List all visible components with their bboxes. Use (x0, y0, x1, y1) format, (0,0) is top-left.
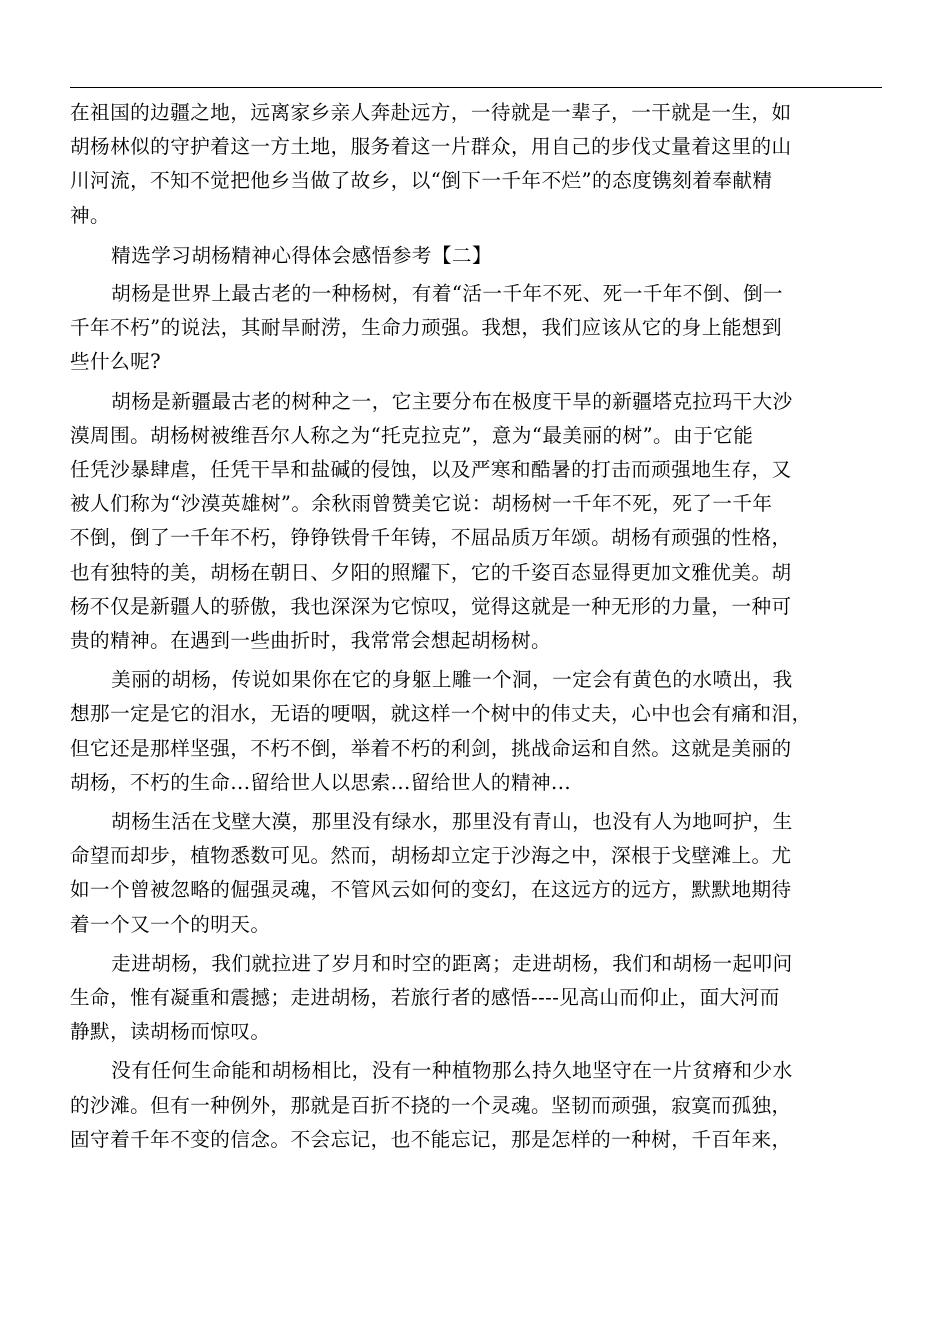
text-line: 被人们称为“沙漠英雄树”。余秋雨曾赞美它说：胡杨树一千年不死，死了一千年 (70, 492, 773, 516)
text-line: 走进胡杨，我们就拉进了岁月和时空的距离；走进胡杨，我们和胡杨一起叩问 (111, 951, 793, 975)
text-line: 胡杨生活在戈壁大漠，那里没有绿水，那里没有青山，也没有人为地呵护，生 (111, 810, 793, 834)
text-line: 静默，读胡杨而惊叹。 (70, 1020, 271, 1044)
text-line: 千年不朽”的说法，其耐旱耐涝，生命力顽强。我想，我们应该从它的身上能想到 (70, 316, 782, 340)
text-line: 川河流，不知不觉把他乡当做了故乡，以“倒下一千年不烂”的态度镌刻着奉献精 (70, 169, 773, 193)
text-line: 任凭沙暴肆虐，任凭干旱和盐碱的侵蚀，以及严寒和酷暑的打击而顽强地生存，又 (70, 458, 792, 482)
text-line: 胡杨林似的守护着这一方土地，服务着这一片群众，用自己的步伐丈量着这里的山 (70, 135, 792, 159)
section-heading-text: 精选学习胡杨精神心得体会感悟参考【二】 (111, 243, 492, 267)
paragraph (70, 1054, 882, 1157)
paragraph-continuation (70, 96, 882, 233)
text-line: 杨不仅是新疆人的骄傲，我也深深为它惊叹，觉得这就是一种无形的力量，一种可 (70, 594, 792, 618)
text-line: 的沙滩。但有一种例外，那就是百折不挠的一个灵魂。坚韧而顽强，寂寞而孤独， (70, 1093, 792, 1117)
text-line: 胡杨是新疆最古老的树种之一，它主要分布在极度干旱的新疆塔克拉玛干大沙 (111, 389, 793, 413)
text-line: 也有独特的美，胡杨在朝日、夕阳的照耀下，它的千姿百态显得更加文雅优美。胡 (70, 560, 792, 584)
text-line: 但它还是那样坚强，不朽不倒，举着不朽的利剑，挑战命运和自然。这就是美丽的 (70, 736, 792, 760)
paragraph (70, 277, 882, 380)
text-line: 固守着千年不变的信念。不会忘记，也不能忘记，那是怎样的一种树，千百年来， (70, 1127, 792, 1151)
text-line: 漠周围。胡杨树被维吾尔人称之为“托克拉克”，意为“最美丽的树”。由于它能 (70, 423, 754, 447)
paragraph (70, 805, 882, 942)
text-line: 胡杨是世界上最古老的一种杨树，有着“活一千年不死、死一千年不倒、倒一 (111, 282, 784, 306)
paragraph (70, 947, 882, 1050)
text-line: 胡杨，不朽的生命...留给世人以思索...留给世人的精神... (70, 770, 572, 794)
text-line: 着一个又一个的明天。 (70, 912, 271, 936)
text-line: 没有任何生命能和胡杨相比，没有一种植物那么持久地坚守在一片贫瘠和少水 (111, 1059, 793, 1083)
text-line: 想那一定是它的泪水，无语的哽咽，就这样一个树中的伟丈夫，心中也会有痛和泪， (70, 702, 812, 726)
text-line: 不倒，倒了一千年不朽，铮铮铁骨千年铸，不屈品质万年颂。胡杨有顽强的性格， (70, 526, 792, 550)
text-line: 生命，惟有凝重和震撼；走进胡杨，若旅行者的感悟----见高山而仰止，面大河而 (70, 986, 780, 1010)
paragraph (70, 385, 882, 659)
document-body (70, 96, 882, 1157)
text-line: 神。 (70, 203, 111, 227)
paragraph (70, 663, 882, 800)
text-line: 些什么呢? (70, 350, 162, 374)
text-line: 命望而却步，植物悉数可见。然而，胡杨却立定于沙海之中，深根于戈壁滩上。尤 (70, 844, 792, 868)
section-heading (70, 239, 882, 273)
text-line: 贵的精神。在遇到一些曲折时，我常常会想起胡杨树。 (70, 629, 552, 653)
text-line: 在祖国的边疆之地，远离家乡亲人奔赴远方，一待就是一辈子，一干就是一生，如 (70, 101, 792, 124)
text-line: 如一个曾被忽略的倔强灵魂，不管风云如何的变幻，在这远方的远方，默默地期待 (70, 878, 792, 902)
header-rule (70, 87, 882, 88)
text-line: 美丽的胡杨，传说如果你在它的身躯上雕一个洞，一定会有黄色的水喷出，我 (111, 668, 793, 692)
